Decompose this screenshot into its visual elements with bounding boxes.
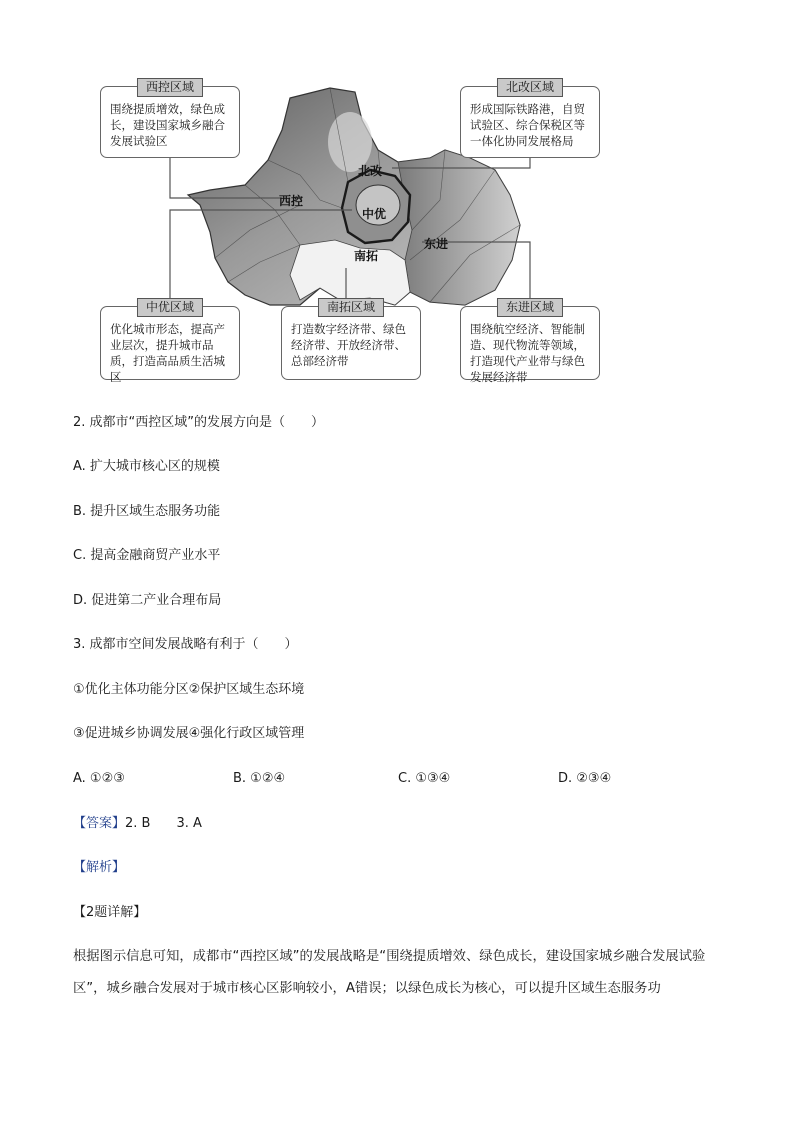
callout-east-text: 围绕航空经济、智能制造、现代物流等领域，打造现代产业带与绿色发展经济带	[470, 322, 585, 384]
callout-west-text: 围绕提质增效，绿色成长，建设国家城乡融合发展试验区	[110, 102, 225, 148]
callout-north	[460, 80, 600, 158]
callout-north-title: 北改区域	[497, 78, 563, 97]
callout-west	[100, 80, 240, 158]
question-2-option-b: B. 提升区域生态服务功能	[73, 504, 221, 519]
chengdu-spatial-strategy-figure	[0, 0, 794, 400]
callout-center	[100, 300, 240, 384]
question-3-option-d: D. ②③④	[558, 771, 612, 786]
question-2-option-c: C. 提高金融商贸产业水平	[73, 548, 221, 563]
answer-line	[73, 815, 202, 833]
detail-paragraph: 根据图示信息可知，成都市“西控区域”的发展战略是“围绕提质增效、绿色成长，建设国家城乡融合发展试验区”，城乡融合发展对于城市核心区影响较小，A错误；以绿色成长为核心，可以提升区域生态服务功	[73, 949, 706, 996]
callout-south	[281, 300, 421, 380]
question-3-option-c: C. ①③④	[398, 771, 451, 786]
answer-text: 2. B 3. A	[125, 816, 202, 831]
question-3-line-1: ①优化主体功能分区②保护区域生态环境	[73, 682, 305, 697]
callout-east	[460, 300, 600, 384]
map-label-north: 北改	[358, 164, 383, 178]
callout-south-title: 南拓区域	[318, 298, 384, 317]
answer-tag: 【答案】	[73, 816, 126, 831]
callout-south-text: 打造数字经济带、绿色经济带、开放经济带、总部经济带	[291, 322, 406, 368]
map-label-south: 南拓	[354, 249, 379, 263]
question-2-stem: 2. 成都市“西控区域”的发展方向是（ ）	[73, 415, 325, 430]
question-3-line-2: ③促进城乡协调发展④强化行政区域管理	[73, 726, 305, 741]
question-3-stem: 3. 成都市空间发展战略有利于（ ）	[73, 637, 298, 652]
callout-west-title: 西控区域	[137, 78, 203, 97]
map-label-east: 东进	[424, 237, 449, 251]
callout-center-title: 中优区域	[137, 298, 203, 317]
map-label-west: 西控	[279, 194, 304, 208]
map-label-center: 中优	[362, 207, 387, 221]
callout-north-text: 形成国际铁路港，自贸试验区、综合保税区等一体化协同发展格局	[470, 102, 585, 148]
callout-center-text: 优化城市形态，提高产业层次，提升城市品质，打造高品质生活城区	[110, 322, 225, 384]
analysis-tag: 【解析】	[73, 860, 126, 875]
question-2-option-a: A. 扩大城市核心区的规模	[73, 459, 220, 474]
callout-east-title: 东进区域	[497, 298, 563, 317]
question-2-option-d: D. 促进第二产业合理布局	[73, 593, 222, 608]
question-3-option-a: A. ①②③	[73, 771, 125, 786]
detail-heading: 【2题详解】	[73, 905, 147, 920]
question-3-option-b: B. ①②④	[233, 771, 286, 786]
east-zone-shape	[398, 150, 520, 305]
